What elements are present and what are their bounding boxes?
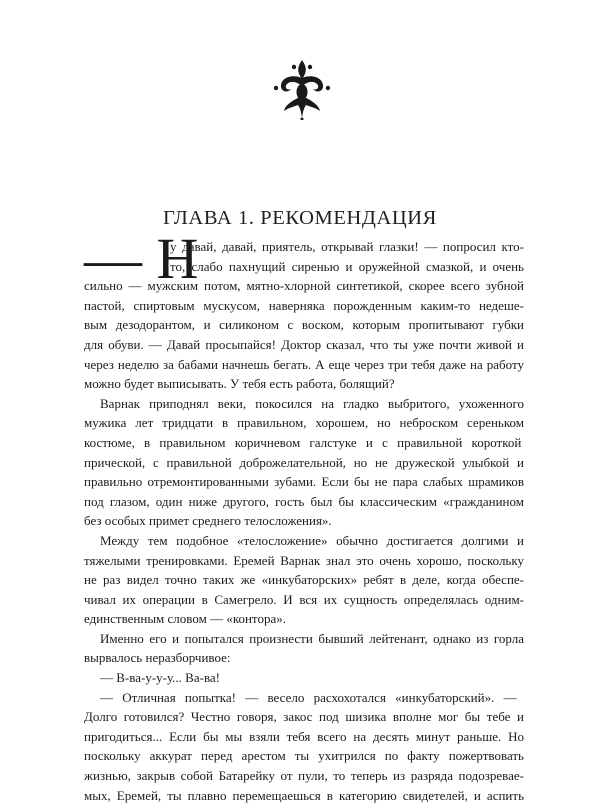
text-line: Между тем подобное «телосложение» обычно достигается долгими и (100, 532, 524, 548)
text-line: через неделю за бабами начнешь бегать. А еще через три тебя даже на работу (84, 356, 524, 372)
text-line: жизнью, закрыв собой Батарейку от пули, то теперь из разряда подозревае- (84, 768, 524, 784)
text-line: под глазом, один ниже другого, гость был бы классическим «гражданином (84, 493, 524, 509)
text-line: без особых примет среднего телосложения». (84, 513, 332, 529)
chapter-title: ГЛАВА 1. РЕКОМЕНДАЦИЯ (163, 207, 437, 229)
text-line: для обуви. — Давай просыпайся! Доктор сказал, что ты уже почти живой и (84, 336, 524, 352)
text-line: тяжелыми тренировками. Еремей Варнак знал это очень хорошо, поскольку (84, 552, 524, 568)
text-line: прической, с правильной доброжелательной, но не дружеской улыбкой и (84, 454, 524, 470)
text-line: Именно его и попытался произнести бывший лейтенант, однако из горла (100, 630, 524, 646)
text-line: не раз видел точно таких же «инкубаторских» ребят в деле, когда обеспе- (84, 572, 524, 588)
text-line: Варнак приподнял веки, покосился на гладко выбритого, ухоженного (100, 395, 524, 411)
text-line: мужика лет тридцати в правильном, хорошем, но неброском сереньком (84, 415, 524, 431)
text-line: костюме, в правильном коричневом галстуке и с правильной короткой (84, 434, 522, 450)
text-line: чивал их операции в Самегрело. И вся их сущность определялась одним- (84, 591, 524, 607)
text-line: пастой, спиртовым мускусом, наверняка порожденным каким-то недеше- (84, 297, 524, 313)
body-text (84, 237, 524, 805)
text-line: мых, Еремей, ты плавно перемещаешься в категорию свидетелей, и аспить (84, 787, 524, 803)
text-line: вырвалось неразборчивое: (84, 650, 231, 666)
text-line: можно будет выписывать. У тебя есть работа, болящий? (84, 376, 395, 392)
text-line: Долго готовился? Честно говоря, закос под шизика вполне мог бы тебе и (84, 709, 524, 725)
text-line: у давай, давай, приятель, открывай глазки! — попросил кто- (170, 239, 524, 254)
text-line: — Отличная попытка! — весело расхохотался «инкубаторский». — (100, 689, 517, 705)
text-line: вым дезодорантом, и силиконом с воском, которым пропитывают губки (84, 317, 524, 333)
text-line: сильно — мужским потом, мятно-хлорной синтетикой, скорее всего зубной (84, 278, 524, 294)
text-line: правильно отремонтированными зубами. Если бы не пара слабых шрамиков (84, 474, 524, 490)
text-line: единственным словом — «контора». (84, 611, 286, 627)
drop-cap: — Н (84, 226, 199, 291)
floral-ornament-icon (272, 58, 332, 120)
text-line: — В-ва-у-у-у... Ва-ва! (100, 670, 221, 686)
text-line: то, слабо пахнущий сиренью и оружейной смазкой, и очень (170, 258, 524, 274)
text-line: поскольку аккурат перед арестом ты ухитрился по факту пожертвовать (84, 748, 524, 764)
text-line: пригодиться... Если бы мы взяли тебя всего на десять минут раньше. Но (84, 728, 524, 744)
